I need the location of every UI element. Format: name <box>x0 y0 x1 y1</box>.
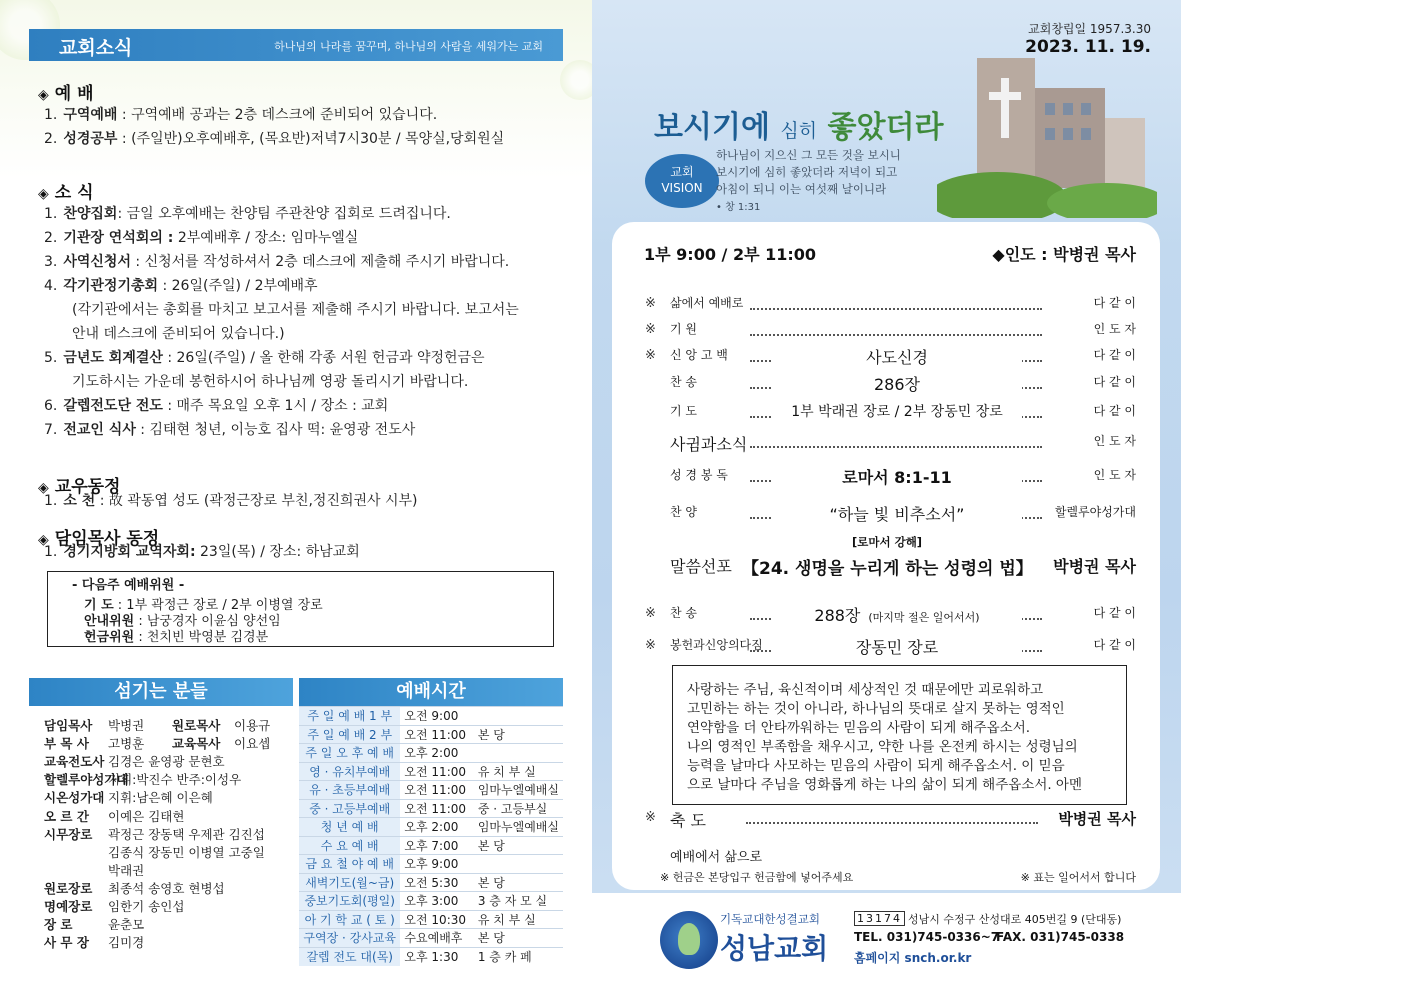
sermon-series: [로마서 강해] <box>852 535 923 549</box>
news-item: 안내 데스크에 준비되어 있습니다.) <box>72 326 285 342</box>
staff-row: 명예장로 임한기 송인섭 <box>44 899 185 914</box>
schedule-name: 주 일 예 배 1 부 <box>299 707 400 726</box>
order-item-detail: 사도신경 <box>772 345 1022 368</box>
bulletin-date: 2023. 11. 19. <box>1025 37 1151 57</box>
prayer-line: 연약함을 더 안타까워하는 믿음의 사람이 되게 해주옵소서. <box>687 720 1031 736</box>
news-item: 6. 갈렙전도단 전도 : 매주 목요일 오후 1시 / 장소 : 교회 <box>44 398 389 414</box>
news-item: 4. 각기관정기총회 : 26일(주일) / 2부예배후 <box>44 278 318 294</box>
schedule-place: 본 당 <box>474 929 563 948</box>
worship-order <box>612 222 1160 890</box>
schedule-name: 중 · 고등부예배 <box>299 799 400 818</box>
schedule-time: 오후 9:00 <box>400 855 473 874</box>
to-life-text: 예배에서 삶으로 <box>670 850 763 865</box>
schedule-row <box>299 892 563 911</box>
pastor-item: 1. 경기지방회 교역자회: 23일(목) / 장소: 하남교회 <box>44 544 360 560</box>
schedule-time: 오후 7:00 <box>400 836 473 855</box>
schedule-place: 3 층 자 모 실 <box>474 892 563 911</box>
schedule-name: 금 요 철 야 예 배 <box>299 855 400 874</box>
schedule-place: 유 치 부 실 <box>474 910 563 929</box>
schedule-time: 오후 2:00 <box>400 744 473 763</box>
vision-verse: 하나님이 지으신 그 모든 것을 보시니 <box>716 148 901 162</box>
schedule-place: 1 층 카 페 <box>474 947 563 966</box>
left-panel <box>0 0 592 992</box>
news-heading: ◈ 소 식 <box>38 183 94 203</box>
staff-row: 교육전도사 김경은 윤영광 문현호 <box>44 754 225 770</box>
next-week-row: 안내위원 : 남궁경자 이윤심 양선임 <box>84 614 281 629</box>
standing-mark: ※ <box>645 296 656 311</box>
order-item-name: 찬 송 <box>670 606 697 620</box>
staff-heading: 섬기는 분들 <box>29 678 293 706</box>
schedule-name: 주 일 오 후 예 배 <box>299 744 400 763</box>
church-footer <box>592 893 1181 992</box>
schedule-place <box>474 855 563 874</box>
sermon-preacher: 박병권 목사 <box>1053 557 1136 576</box>
schedule-place: 임마누엘예배실 <box>474 818 563 837</box>
schedule-time: 오전 10:30 <box>400 910 473 929</box>
schedule-row <box>299 818 563 837</box>
schedule-name: 주 일 예 배 2 부 <box>299 725 400 744</box>
standing-mark: ※ <box>645 638 656 653</box>
service-times: 1부 9:00 / 2부 11:00 <box>644 245 817 264</box>
leader-dots <box>746 822 1038 824</box>
schedule-name: 구역장 · 강사교육 <box>299 929 400 948</box>
order-item-name: 찬 송 <box>670 375 697 389</box>
order-item-name: 축 도 <box>670 811 706 830</box>
news-item: 3. 사역신청서 : 신청서를 작성하셔서 2층 데스크에 제출해 주시기 바랍니다. <box>44 254 510 270</box>
schedule-heading: 예배시간 <box>299 678 563 706</box>
denomination: 기독교대한성결교회 <box>720 912 820 926</box>
staff-row: 박래권 <box>108 862 145 878</box>
schedule-place: 본 당 <box>474 873 563 892</box>
order-item-leader: 다 같 이 <box>1090 373 1136 390</box>
standing-mark: ※ <box>645 606 656 621</box>
worship-item: 2. 성경공부 : (주일반)오후예배후, (목요반)저녁7시30분 / 목양실,당회원실 <box>44 131 505 147</box>
schedule-time: 오전 11:00 <box>400 781 473 800</box>
prayer-line: 고민하는 하는 것이 아니라, 하나님의 뜻대로 살지 못하는 영적인 <box>687 701 1065 717</box>
prayer-line: 능력을 날마다 사모하는 믿음의 사람이 되게 해주옵소서. 이 믿음 <box>687 758 1065 774</box>
order-item-leader: 다 같 이 <box>1090 294 1136 311</box>
right-panel <box>592 0 1181 992</box>
staff-row: 오 르 간 이예은 김태현 <box>44 808 185 824</box>
order-item-name: 봉헌과신앙의다짐 <box>670 638 763 652</box>
order-item-name: 삶에서 예배로 <box>670 296 744 310</box>
order-item-name: 기 원 <box>670 322 697 336</box>
order-item-leader: 다 같 이 <box>1090 636 1136 653</box>
members-item: 1. 소 천 : 故 곽동엽 성도 (곽정근장로 부친,정진희권사 시부) <box>44 493 418 509</box>
schedule-row <box>299 873 563 892</box>
sermon-title: 【24. 생명을 누리게 하는 성령의 법】 <box>742 559 1033 579</box>
schedule-name: 아 기 학 교 ( 토 ) <box>299 910 400 929</box>
vision-verse: 보시기에 심히 좋았더라 저녁이 되고 <box>716 165 898 179</box>
schedule-time: 오후 1:30 <box>400 947 473 966</box>
schedule-row <box>299 762 563 781</box>
standing-mark: ※ <box>645 348 656 363</box>
vision-verse: 아침이 되니 이는 여섯째 날이니라 <box>716 182 887 196</box>
schedule-row <box>299 910 563 929</box>
order-item-leader: 할렐루야성가대 <box>1051 503 1136 520</box>
postal-code: 13174 <box>854 911 905 926</box>
prayer-line: 으로 날마다 주님을 영화롭게 하는 나의 삶이 되게 해주옵소서. 아멘 <box>687 777 1083 793</box>
staff-row: 시온성가대 지휘:남은혜 이은혜 <box>44 790 213 806</box>
schedule-place <box>474 744 563 763</box>
order-item-detail: 장동민 장로 <box>772 635 1022 658</box>
order-item-name: 찬 양 <box>670 505 697 519</box>
leader-dots <box>750 446 1042 448</box>
vision-badge: 교회 VISION <box>645 154 719 208</box>
news-item: 7. 전교인 식사 : 김태현 청년, 이능호 집사 떡: 윤영광 전도사 <box>44 422 416 438</box>
news-header-bar <box>29 29 563 61</box>
schedule-name: 새벽기도(월~금) <box>299 873 400 892</box>
schedule-name: 중보기도회(평일) <box>299 892 400 911</box>
next-week-heading: - 다음주 예배위원 - <box>72 578 185 593</box>
order-item-name: 기 도 <box>670 404 697 418</box>
vision-reference: • 창 1:31 <box>716 202 761 213</box>
schedule-time: 오전 11:00 <box>400 762 473 781</box>
schedule-place: 본 당 <box>474 725 563 744</box>
leader-dots <box>750 308 1042 310</box>
schedule-time: 수요예배후 <box>400 929 473 948</box>
schedule-time: 오후 3:00 <box>400 892 473 911</box>
news-item: 5. 금년도 회계결산 : 26일(주일) / 올 한해 각종 서원 헌금과 약정헌금은 <box>44 350 485 366</box>
staff-row: 담임목사 박병권 원로목사 이용규 <box>44 718 271 733</box>
schedule-table <box>299 706 563 966</box>
order-item-name: 사귐과소식 <box>670 435 748 454</box>
leader-dots <box>750 334 1042 336</box>
order-item-leader: 다 같 이 <box>1090 346 1136 363</box>
standing-mark: ※ <box>645 322 656 337</box>
order-item-name: 성 경 봉 독 <box>670 468 728 482</box>
schedule-place: 임마누엘예배실 <box>474 781 563 800</box>
next-week-box <box>47 571 554 647</box>
schedule-row <box>299 781 563 800</box>
order-item-leader: 인 도 자 <box>1090 466 1136 483</box>
news-title: 교회소식 <box>59 37 133 59</box>
schedule-place: 유 치 부 실 <box>474 762 563 781</box>
schedule-row <box>299 744 563 763</box>
next-week-row: 헌금위원 : 천치빈 박영분 김경분 <box>84 630 269 645</box>
news-item: 기도하시는 가운데 봉헌하시어 하나님께 영광 돌리시기 바랍니다. <box>72 374 469 390</box>
offering-note: ※ 헌금은 본당입구 헌금함에 넣어주세요 <box>660 871 854 884</box>
news-item: (각기관에서는 총회를 마치고 보고서를 제출해 주시기 바랍니다. 보고서는 <box>72 302 519 318</box>
bulletin-title: 보시기에 심히 좋았더라 <box>654 110 944 145</box>
address: 성남시 수정구 산성대로 405번길 9 (단대동) <box>908 913 1122 926</box>
schedule-name: 영 · 유치부예배 <box>299 762 400 781</box>
prayer-line: 나의 영적인 부족함을 채우시고, 약한 나를 온전케 하시는 성령님의 <box>687 739 1078 755</box>
staff-row: 원로장로 최종석 송영호 현병섭 <box>44 880 225 896</box>
prayer-line: 사랑하는 주님, 육신적이며 세상적인 것 때문에만 괴로워하고 <box>687 682 1044 698</box>
church-name: 성남교회 <box>720 932 829 965</box>
schedule-row <box>299 947 563 966</box>
blessing-leader: 박병권 목사 <box>1058 810 1136 828</box>
order-item-detail: 1부 박래권 장로 / 2부 장동민 장로 <box>772 401 1022 421</box>
staff-row: 사 무 장 김미경 <box>44 935 145 951</box>
schedule-place <box>474 707 563 726</box>
worship-item: 1. 구역예배 : 구역예배 공과는 2층 데스크에 준비되어 있습니다. <box>44 107 438 123</box>
schedule-row <box>299 855 563 874</box>
staff-row: 장 로 윤춘모 <box>44 917 145 933</box>
news-item: 2. 기관장 연석회의 : 2부예배후 / 장소: 임마누엘실 <box>44 230 359 246</box>
schedule-row <box>299 929 563 948</box>
news-slogan: 하나님의 나라를 꿈꾸며, 하나님의 사람을 세워가는 교회 <box>274 40 543 53</box>
schedule-row <box>299 707 563 726</box>
schedule-time: 오후 2:00 <box>400 818 473 837</box>
schedule-row <box>299 836 563 855</box>
founded-date: 교회창립일 1957.3.30 <box>1028 22 1151 36</box>
staff-row: 부 목 사 고병훈 교육목사 이요셉 <box>44 736 271 752</box>
schedule-name: 수 요 예 배 <box>299 836 400 855</box>
prayer-box <box>672 665 1127 805</box>
telephone: TEL. 031)745-0336~7 <box>854 930 1000 944</box>
schedule-name: 청 년 예 배 <box>299 818 400 837</box>
schedule-name: 유 · 초등부예배 <box>299 781 400 800</box>
members-heading: ◈ 교우동정 <box>38 477 121 497</box>
schedule-row <box>299 799 563 818</box>
church-logo <box>660 911 718 969</box>
order-item-detail: 288장 (마지막 절은 일어서서) <box>772 603 1022 626</box>
schedule-time: 오전 9:00 <box>400 707 473 726</box>
schedule-row <box>299 725 563 744</box>
homepage-link[interactable]: 홈페이지 snch.or.kr <box>854 951 972 965</box>
order-item-detail: “하늘 빛 비추소서” <box>772 502 1022 525</box>
staff-row: 김종식 장동민 이병열 고중일 <box>108 844 265 860</box>
schedule-name: 갈렙 전도 대(목) <box>299 947 400 966</box>
order-item-leader: 인 도 자 <box>1090 432 1136 449</box>
next-week-row: 기 도 : 1부 곽정근 장로 / 2부 이병열 장로 <box>84 598 323 613</box>
staff-row: 할렐루야성가대지휘:박진수 반주:이성우 <box>44 772 242 788</box>
order-item-detail: 286장 <box>772 372 1022 395</box>
schedule-time: 오전 11:00 <box>400 725 473 744</box>
worship-heading: ◈ 예 배 <box>38 84 94 104</box>
schedule-place: 본 당 <box>474 836 563 855</box>
schedule-time: 오전 11:00 <box>400 799 473 818</box>
schedule-time: 오전 5:30 <box>400 873 473 892</box>
order-item-leader: 다 같 이 <box>1090 604 1136 621</box>
fax: FAX. 031)745-0338 <box>996 930 1125 944</box>
order-item-leader: 인 도 자 <box>1090 320 1136 337</box>
pastor-heading: ◈ 담임목사 동정 <box>38 529 160 549</box>
standing-note: ※ 표는 일어서서 합니다 <box>1020 871 1136 884</box>
staff-row: 시무장로 곽정근 장동택 우제관 김진섭 <box>44 826 265 842</box>
schedule-place: 중 · 고등부실 <box>474 799 563 818</box>
church-building-image <box>937 48 1157 218</box>
order-item-detail: 로마서 8:1-11 <box>772 465 1022 488</box>
order-item-name: 신 앙 고 백 <box>670 348 728 362</box>
standing-mark: ※ <box>645 810 656 825</box>
service-leader: ◆인도 : 박병권 목사 <box>992 245 1136 264</box>
order-item-leader: 다 같 이 <box>1090 402 1136 419</box>
sermon-label: 말씀선포 <box>670 557 732 576</box>
news-item: 1. 찬양집회: 금일 오후예배는 찬양팀 주관찬양 집회로 드려집니다. <box>44 206 451 222</box>
